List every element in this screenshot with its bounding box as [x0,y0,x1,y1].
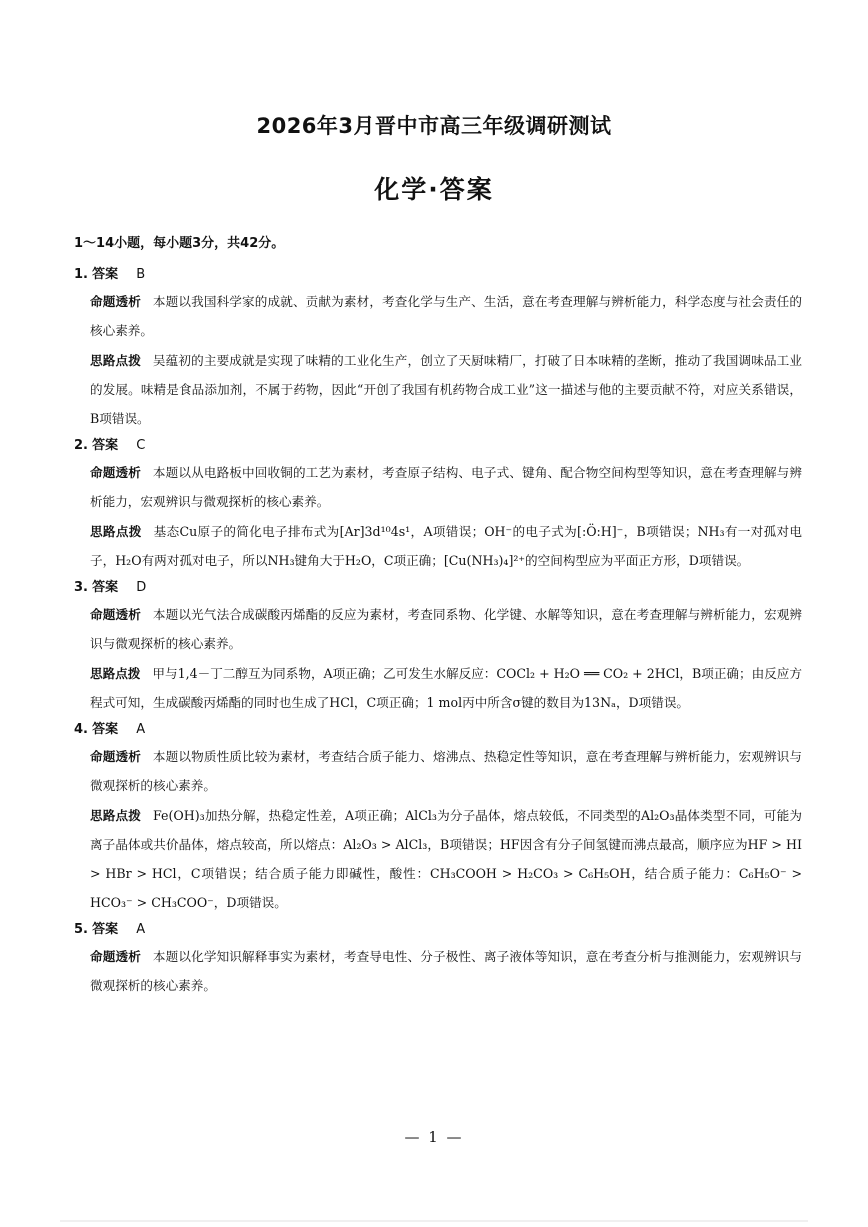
question-2 [74,434,802,575]
tips-paragraph [74,801,802,917]
answer-label: 答案 [92,438,119,453]
analysis-text: 本题以物质性质比较为素材，考查结合质子能力、熔沸点、热稳定性等知识，意在考查理解与辨析能力，宏观辨识与微观探析的核心素养。 [90,749,803,793]
section-intro: 1～14小题，每小题3分，共42分。 [74,236,285,251]
answer-value: A [136,722,146,737]
question-5 [74,918,802,1000]
analysis-paragraph [74,458,802,516]
page-subtitle: 化学·答案 [374,175,494,204]
answer-value: C [136,438,146,453]
question-header [74,718,802,742]
question-number: 5. [74,922,88,937]
tips-paragraph [74,659,802,717]
analysis-text: 本题以我国科学家的成就、贡献为素材，考查化学与生产、生活，意在考查理解与辨析能力，科学态度与社会责任的核心素养。 [90,294,803,338]
analysis-label: 命题透析 [90,465,141,480]
question-header [74,576,802,600]
tips-label: 思路点拨 [90,808,141,823]
page-number: — 1 — [404,1128,464,1146]
analysis-text: 本题以化学知识解释事实为素材，考查导电性、分子极性、离子液体等知识，意在考查分析与推测能力，宏观辨识与微观探析的核心素养。 [90,949,803,993]
tips-paragraph [74,517,802,575]
answer-value: D [136,580,147,595]
analysis-paragraph [74,942,802,1000]
tips-label: 思路点拨 [90,666,141,681]
question-number: 3. [74,580,88,595]
analysis-label: 命题透析 [90,949,141,964]
analysis-paragraph [74,287,802,345]
answer-value: B [136,267,146,282]
analysis-label: 命题透析 [90,607,141,622]
tips-label: 思路点拨 [90,524,142,539]
answer-label: 答案 [92,267,119,282]
question-header [74,263,802,287]
analysis-label: 命题透析 [90,294,141,309]
tips-text: Fe(OH)₃加热分解，热稳定性差，A项正确；AlCl₃为分子晶体，熔点较低，不同类型的Al₂O₃晶体类型不同，可能为离子晶体或共价晶体，熔点较高，所以熔点：Al₂O₃ > AlCl₃，B项错误；HF因含有分子间氢键而沸点最高，顺序应为HF > HI > HBr > HCl，C项错误；结合质子能力即碱性，酸性：CH₃COOH > H₂CO₃ > C₆H₅OH，结合质子能力：C₆H₅O⁻ > HCO₃⁻ > CH₃COO⁻，D项错误。 [90,808,802,910]
page-bottom-divider [60,1220,808,1222]
answer-value: A [136,922,146,937]
answer-list [74,263,802,1001]
analysis-paragraph [74,600,802,658]
question-1 [74,263,802,433]
analysis-text: 本题以从电路板中回收铜的工艺为素材，考查原子结构、电子式、键角、配合物空间构型等知识，意在考查理解与辨析能力，宏观辨识与微观探析的核心素养。 [90,465,803,509]
answer-label: 答案 [92,722,119,737]
page-title: 2026年3月晋中市高三年级调研测试 [256,114,612,138]
question-header [74,434,802,458]
tips-label: 思路点拨 [90,353,141,368]
analysis-paragraph [74,742,802,800]
question-4 [74,718,802,917]
question-3 [74,576,802,717]
question-header [74,918,802,942]
question-number: 4. [74,722,88,737]
analysis-text: 本题以光气法合成碳酸丙烯酯的反应为素材，考查同系物、化学键、水解等知识，意在考查理解与辨析能力，宏观辨识与微观探析的核心素养。 [90,607,803,651]
answer-label: 答案 [92,580,119,595]
question-number: 1. [74,267,88,282]
answer-label: 答案 [92,922,119,937]
tips-paragraph [74,346,802,433]
tips-text: 甲与1,4－丁二醇互为同系物，A项正确；乙可发生水解反应：COCl₂ + H₂O ══ CO₂ + 2HCl，B项正确；由反应方程式可知，生成碳酸丙烯酯的同时也生成了HCl，C项正确；1 mol丙中所含σ键的数目为13Nₐ，D项错误。 [90,666,802,710]
tips-text: 吴蕴初的主要成就是实现了味精的工业化生产，创立了天厨味精厂，打破了日本味精的垄断，推动了我国调味品工业的发展。味精是食品添加剂，不属于药物，因此“开创了我国有机药物合成工业”这一描述与他的主要贡献不符，对应关系错误，B项错误。 [90,353,803,426]
analysis-label: 命题透析 [90,749,141,764]
question-number: 2. [74,438,88,453]
tips-text: 基态Cu原子的简化电子排布式为[Ar]3d¹⁰4s¹，A项错误；OH⁻的电子式为[:Ö:H]⁻，B项错误；NH₃有一对孤对电子，H₂O有两对孤对电子，所以NH₃键角大于H₂O，C项正确；[Cu(NH₃)₄]²⁺的空间构型应为平面正方形，D项错误。 [90,524,802,568]
